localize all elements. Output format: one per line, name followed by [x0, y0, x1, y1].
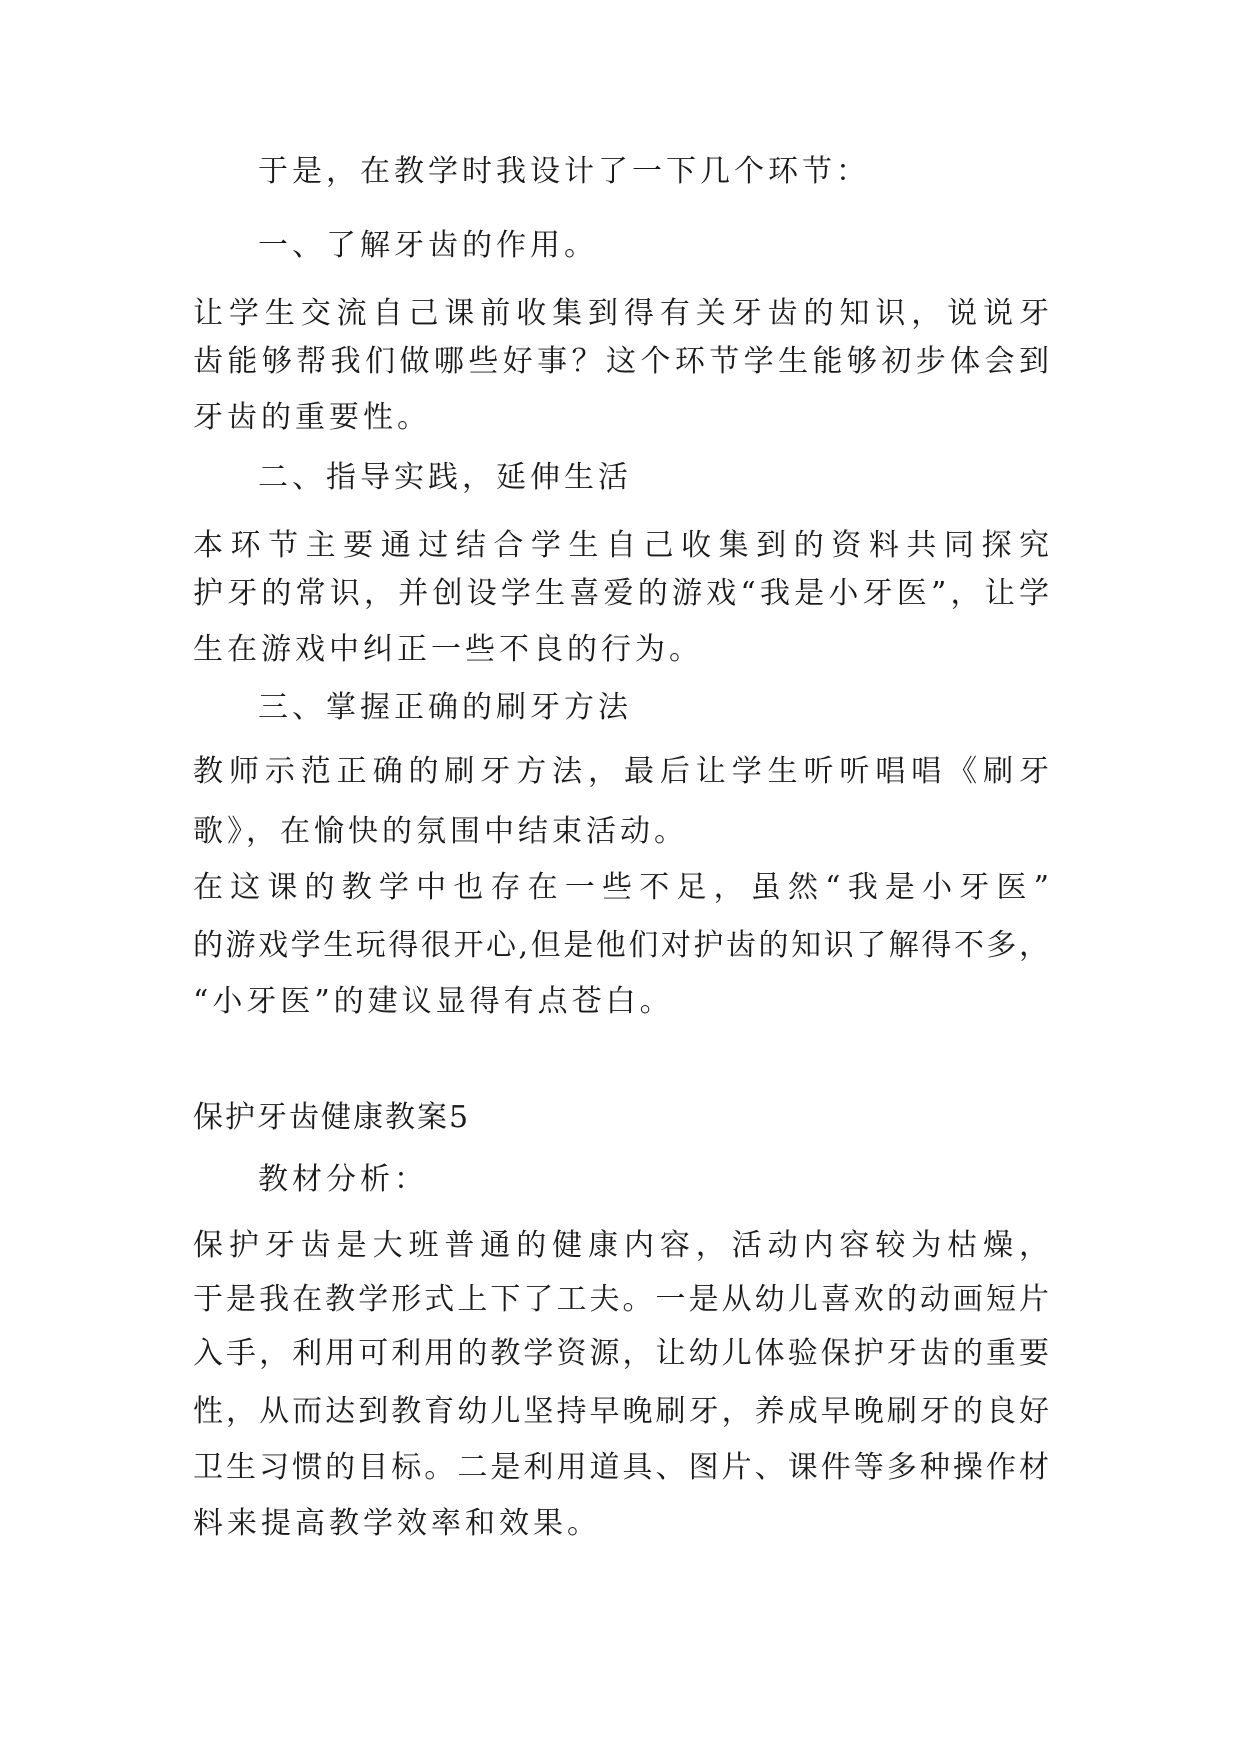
- section-heading-2: 二、指导实践，延伸生活: [258, 460, 632, 495]
- paragraph-line: 保护牙齿是大班普通的健康内容，活动内容较为枯燥，: [193, 1228, 1049, 1263]
- section-heading-3: 三、掌握正确的刷牙方法: [258, 690, 632, 725]
- paragraph-line: 本环节主要通过结合学生自己收集到的资料共同探究: [193, 528, 1049, 563]
- paragraph-line: 生在游戏中纠正一些不良的行为。: [193, 632, 703, 667]
- paragraph-line: 歌》，在愉快的氛围中结束活动。: [193, 814, 688, 849]
- paragraph-line: 让学生交流自己课前收集到得有关牙齿的知识，说说牙: [193, 296, 1049, 331]
- paragraph-line: 性，从而达到教育幼儿坚持早晚刷牙，养成早晚刷牙的良好: [193, 1394, 1049, 1429]
- paragraph-line: 料来提高教学效率和效果。: [193, 1506, 601, 1541]
- paragraph-line: 于是我在教学形式上下了工夫。一是从幼儿喜欢的动画短片: [193, 1282, 1049, 1317]
- section-heading-1: 一、了解牙齿的作用。: [258, 228, 598, 263]
- paragraph-line: “小牙医”的建议显得有点苍白。: [193, 984, 674, 1019]
- paragraph-line: 教师示范正确的刷牙方法，最后让学生听听唱唱《刷牙: [193, 754, 1049, 789]
- paragraph-line: 齿能够帮我们做哪些好事？这个环节学生能够初步体会到: [193, 344, 1049, 379]
- paragraph-line: 卫生习惯的目标。二是利用道具、图片、课件等多种操作材: [193, 1450, 1049, 1485]
- paragraph-intro: 于是，在教学时我设计了一下几个环节：: [258, 154, 870, 189]
- subheading-textbook-analysis: 教材分析：: [258, 1162, 428, 1197]
- paragraph-line: 的游戏学生玩得很开心,但是他们对护齿的知识了解得不多，: [193, 928, 1049, 963]
- paragraph-line: 牙齿的重要性。: [193, 400, 431, 435]
- paragraph-line: 护牙的常识，并创设学生喜爱的游戏“我是小牙医”，让学: [193, 576, 1049, 611]
- paragraph-line: 入手，利用可利用的教学资源，让幼儿体验保护牙齿的重要: [193, 1336, 1049, 1371]
- document-title: 保护牙齿健康教案5: [193, 1100, 471, 1135]
- paragraph-line: 在这课的教学中也存在一些不足，虽然“我是小牙医”: [193, 870, 1049, 905]
